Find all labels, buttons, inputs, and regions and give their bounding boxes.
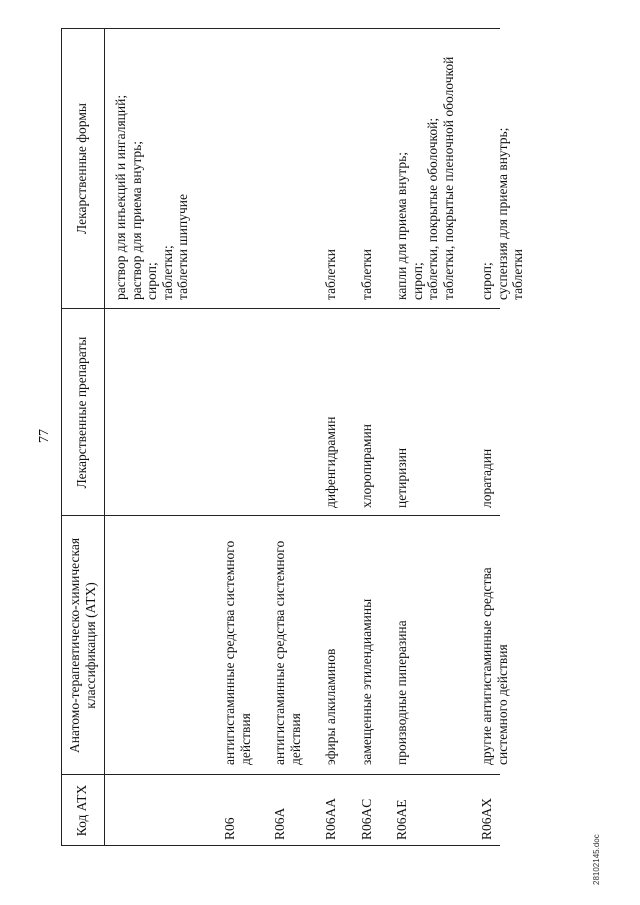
row-name-line: антигистаминные средства системного <box>222 540 237 765</box>
row-name-line: производные пиперазина <box>394 620 409 765</box>
header-atc-line: Анатомо-терапевтическо-химическая <box>67 537 82 754</box>
row-name-line: замещенные этилендиамины <box>359 598 374 765</box>
table-border-top <box>61 28 62 846</box>
row-drug: цетиризин <box>394 447 409 508</box>
row-code: R06AC <box>359 798 374 840</box>
row-drug: дифенгидрамин <box>323 416 338 508</box>
row-name <box>222 541 253 765</box>
form-line: таблетки; <box>159 245 175 300</box>
forms-continuation <box>113 95 191 300</box>
header-drugs: Лекарственные препараты <box>74 336 89 489</box>
form-line: таблетки <box>510 248 525 300</box>
form-line: таблетки, покрытые оболочкой; <box>425 117 440 300</box>
row-name <box>359 599 375 765</box>
form-line: капли для приема внутрь; <box>394 152 409 300</box>
row-name-line: действия <box>237 713 253 765</box>
row-name <box>323 649 339 765</box>
row-code: R06A <box>272 807 287 840</box>
form-line: сироп; <box>409 262 425 300</box>
header-divider <box>104 28 105 846</box>
row-drug: лоратадин <box>479 448 494 508</box>
row-name-line: антигистаминные средства системного <box>272 540 287 765</box>
row-drug: хлоропирамин <box>359 424 374 508</box>
col-divider-1 <box>61 774 500 775</box>
row-name <box>272 541 303 765</box>
table-border-left <box>61 845 500 846</box>
row-name-line: системного действия <box>494 644 510 765</box>
table-border-right <box>61 28 500 29</box>
form-line: сироп; <box>144 262 159 300</box>
header-atc-line: классификация (АТХ) <box>82 582 98 709</box>
form-line: таблетки <box>323 248 338 300</box>
row-forms <box>323 249 339 300</box>
form-line: таблетки шипучие <box>175 194 190 300</box>
form-line: таблетки <box>359 248 374 300</box>
row-code: R06AX <box>479 797 494 840</box>
page-number: 77 <box>37 429 52 443</box>
header-code: Код АТХ <box>74 784 89 837</box>
form-line: сироп; <box>479 262 494 300</box>
col-divider-3 <box>61 308 500 309</box>
row-code: R06AE <box>394 799 409 840</box>
row-name-line: эфиры алкиламинов <box>323 648 338 765</box>
row-name-line: другие антигистаминные средства <box>479 567 494 765</box>
atc-table <box>61 28 525 846</box>
row-forms <box>479 128 526 300</box>
footer-filename: 28102145.doc <box>592 834 601 885</box>
col-divider-2 <box>61 515 500 516</box>
row-code: R06 <box>222 817 237 840</box>
form-line: раствор для инъекций и ингаляций; <box>113 94 128 300</box>
header-forms: Лекарственные формы <box>74 103 89 234</box>
row-name-line: действия <box>287 713 303 765</box>
row-name <box>479 567 510 765</box>
row-forms <box>359 249 375 300</box>
header-atc <box>67 516 98 775</box>
form-line: таблетки, покрытые пленочной оболочкой <box>440 56 456 300</box>
row-name <box>394 620 410 765</box>
form-line: суспензия для приема внутрь; <box>494 127 510 300</box>
row-forms <box>394 57 456 300</box>
row-code: R06AA <box>323 797 338 840</box>
form-line: раствор для приема внутрь; <box>128 140 144 300</box>
